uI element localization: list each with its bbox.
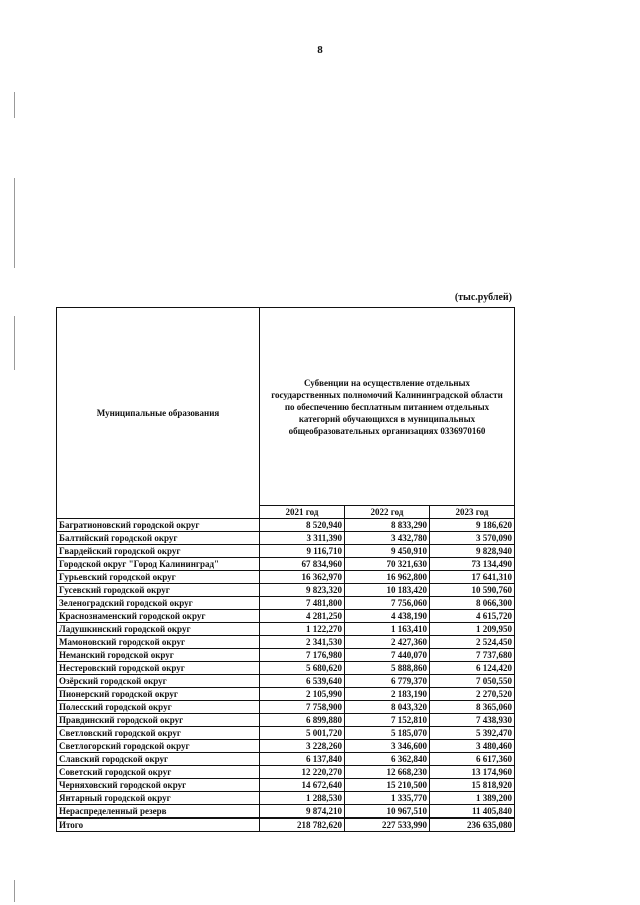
- table-row: [57, 701, 515, 714]
- value-2022: 2 427,360: [345, 636, 430, 649]
- value-2022: 15 210,500: [345, 779, 430, 792]
- header-municipality: Муниципальные образования: [57, 308, 260, 519]
- table-row: [57, 584, 515, 597]
- value-2023: 7 050,550: [430, 675, 515, 688]
- table-row: [57, 623, 515, 636]
- value-2022: 3 432,780: [345, 532, 430, 545]
- value-2023: 13 174,960: [430, 766, 515, 779]
- table-row: [57, 649, 515, 662]
- value-2022: 8 833,290: [345, 519, 430, 532]
- table-row: [57, 675, 515, 688]
- total-2022: 227 533,990: [345, 818, 430, 832]
- value-2022: 5 888,860: [345, 662, 430, 675]
- municipality-name: Полесский городской округ: [57, 701, 260, 714]
- table-row: [57, 597, 515, 610]
- value-2022: 12 668,230: [345, 766, 430, 779]
- value-2021: 5 680,620: [260, 662, 345, 675]
- value-2021: 9 874,210: [260, 805, 345, 819]
- value-2022: 10 183,420: [345, 584, 430, 597]
- municipality-name: Балтийский городской округ: [57, 532, 260, 545]
- value-2021: 5 001,720: [260, 727, 345, 740]
- value-2023: 2 524,450: [430, 636, 515, 649]
- table-row: [57, 792, 515, 805]
- municipality-name: Нестеровский городской округ: [57, 662, 260, 675]
- value-2023: 15 818,920: [430, 779, 515, 792]
- municipality-name: Зеленоградский городской округ: [57, 597, 260, 610]
- table-row: [57, 519, 515, 532]
- value-2021: 4 281,250: [260, 610, 345, 623]
- value-2023: 3 480,460: [430, 740, 515, 753]
- table-header-row: [57, 308, 515, 506]
- value-2022: 10 967,510: [345, 805, 430, 819]
- value-2023: 1 389,200: [430, 792, 515, 805]
- scan-margin-mark: [14, 880, 15, 902]
- year-2021: 2021 год: [260, 506, 345, 519]
- municipality-name: Озёрский городской округ: [57, 675, 260, 688]
- table-row: [57, 558, 515, 571]
- value-2021: 7 176,980: [260, 649, 345, 662]
- value-2022: 2 183,190: [345, 688, 430, 701]
- value-2021: 1 122,270: [260, 623, 345, 636]
- municipality-name: Мамоновский городской округ: [57, 636, 260, 649]
- table-row: [57, 766, 515, 779]
- value-2023: 7 737,680: [430, 649, 515, 662]
- value-2023: 6 617,360: [430, 753, 515, 766]
- total-label: Итого: [57, 818, 260, 832]
- scan-margin-mark: [14, 92, 15, 118]
- municipality-name: Гурьевский городской округ: [57, 571, 260, 584]
- value-2022: 3 346,600: [345, 740, 430, 753]
- value-2023: 7 438,930: [430, 714, 515, 727]
- scan-margin-mark: [14, 316, 15, 370]
- header-subvention: Субвенции на осуществление отдельных государственных полномочий Калининградской области по обеспечению бесплатным питанием отдельных категорий обучающихся в муниципальных общеобразовательных организациях 0336970160: [260, 308, 515, 506]
- value-2022: 9 450,910: [345, 545, 430, 558]
- table-row: [57, 740, 515, 753]
- value-2022: 7 152,810: [345, 714, 430, 727]
- municipality-name: Советский городской округ: [57, 766, 260, 779]
- value-2022: 6 362,840: [345, 753, 430, 766]
- value-2022: 7 756,060: [345, 597, 430, 610]
- total-2021: 218 782,620: [260, 818, 345, 832]
- table-row: [57, 610, 515, 623]
- value-2022: 70 321,630: [345, 558, 430, 571]
- value-2022: 1 163,410: [345, 623, 430, 636]
- value-2023: 6 124,420: [430, 662, 515, 675]
- value-2023: 9 828,940: [430, 545, 515, 558]
- subvention-table: [56, 307, 515, 832]
- value-2021: 1 288,530: [260, 792, 345, 805]
- municipality-name: Светлогорский городской округ: [57, 740, 260, 753]
- value-2023: 3 570,090: [430, 532, 515, 545]
- table-row: [57, 779, 515, 792]
- table-row: [57, 805, 515, 819]
- total-row: [57, 818, 515, 832]
- value-2021: 2 105,990: [260, 688, 345, 701]
- table-row: [57, 571, 515, 584]
- value-2022: 5 185,070: [345, 727, 430, 740]
- table-row: [57, 545, 515, 558]
- units-label: (тыс.рублей): [454, 292, 512, 303]
- value-2021: 14 672,640: [260, 779, 345, 792]
- page-number: 8: [317, 44, 323, 56]
- value-2023: 73 134,490: [430, 558, 515, 571]
- table-row: [57, 727, 515, 740]
- value-2021: 7 481,800: [260, 597, 345, 610]
- value-2023: 8 365,060: [430, 701, 515, 714]
- municipality-name: Нераспределенный резерв: [57, 805, 260, 819]
- year-2023: 2023 год: [430, 506, 515, 519]
- municipality-name: Правдинский городской округ: [57, 714, 260, 727]
- value-2023: 9 186,620: [430, 519, 515, 532]
- value-2021: 6 137,840: [260, 753, 345, 766]
- municipality-name: Янтарный городской округ: [57, 792, 260, 805]
- value-2021: 16 362,970: [260, 571, 345, 584]
- value-2023: 17 641,310: [430, 571, 515, 584]
- value-2021: 6 899,880: [260, 714, 345, 727]
- value-2022: 1 335,770: [345, 792, 430, 805]
- municipality-name: Пионерский городской округ: [57, 688, 260, 701]
- table-row: [57, 688, 515, 701]
- value-2023: 8 066,300: [430, 597, 515, 610]
- total-2023: 236 635,080: [430, 818, 515, 832]
- value-2021: 9 823,320: [260, 584, 345, 597]
- value-2023: 11 405,840: [430, 805, 515, 819]
- value-2023: 10 590,760: [430, 584, 515, 597]
- table-row: [57, 636, 515, 649]
- municipality-name: Гусевский городской округ: [57, 584, 260, 597]
- value-2021: 2 341,530: [260, 636, 345, 649]
- municipality-name: Городской округ "Город Калининград": [57, 558, 260, 571]
- municipality-name: Светловский городской округ: [57, 727, 260, 740]
- municipality-name: Неманский городской округ: [57, 649, 260, 662]
- value-2022: 7 440,070: [345, 649, 430, 662]
- value-2021: 7 758,900: [260, 701, 345, 714]
- value-2021: 3 311,390: [260, 532, 345, 545]
- scan-margin-mark: [14, 178, 15, 268]
- value-2021: 67 834,960: [260, 558, 345, 571]
- value-2022: 16 962,800: [345, 571, 430, 584]
- municipality-name: Гвардейский городской округ: [57, 545, 260, 558]
- table-row: [57, 753, 515, 766]
- value-2023: 2 270,520: [430, 688, 515, 701]
- value-2021: 8 520,940: [260, 519, 345, 532]
- value-2021: 12 220,270: [260, 766, 345, 779]
- value-2022: 8 043,320: [345, 701, 430, 714]
- municipality-name: Славский городской округ: [57, 753, 260, 766]
- municipality-name: Черняховский городской округ: [57, 779, 260, 792]
- value-2023: 4 615,720: [430, 610, 515, 623]
- value-2023: 5 392,470: [430, 727, 515, 740]
- value-2021: 6 539,640: [260, 675, 345, 688]
- municipality-name: Краснознаменский городской округ: [57, 610, 260, 623]
- table-row: [57, 662, 515, 675]
- municipality-name: Багратионовский городской округ: [57, 519, 260, 532]
- value-2022: 4 438,190: [345, 610, 430, 623]
- value-2023: 1 209,950: [430, 623, 515, 636]
- value-2021: 3 228,260: [260, 740, 345, 753]
- municipality-name: Ладушкинский городской округ: [57, 623, 260, 636]
- table-row: [57, 714, 515, 727]
- value-2022: 6 779,370: [345, 675, 430, 688]
- value-2021: 9 116,710: [260, 545, 345, 558]
- table-row: [57, 532, 515, 545]
- year-2022: 2022 год: [345, 506, 430, 519]
